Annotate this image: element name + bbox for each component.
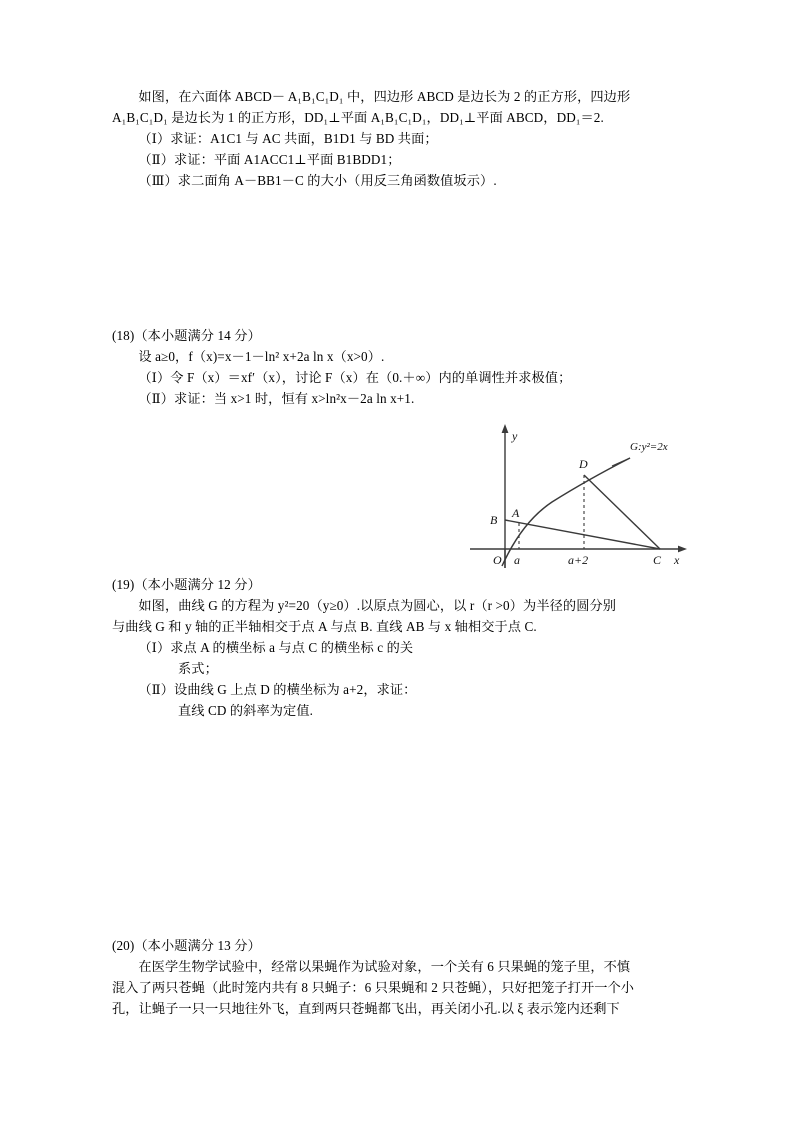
problem-19-item-2: （Ⅱ）设曲线 G 上点 D 的横坐标为 a+2，求证：	[138, 682, 417, 697]
problem-20-body-line-2: 混入了两只苍蝇（此时笼内共有 8 只蝇子：6 只果蝇和 2 只苍蝇），只好把笼子打开一个小	[112, 980, 635, 995]
problem-19-item-1: （Ⅰ）求点 A 的横坐标 a 与点 C 的横坐标 c 的关	[138, 640, 414, 655]
problem-19-body-line-2: 与曲线 G 和 y 轴的正半轴相交于点 A 与点 B. 直线 AB 与 x 轴相交于点 C.	[112, 619, 537, 634]
problem-18-body: 设 a≥0，f（x)=x－1－ln² x+2a ln x（x>0）.	[138, 349, 385, 364]
problem-20-body-line-3: 孔，让蝇子一只一只地往外飞，直到两只苍蝇都飞出，再关闭小孔.以 ξ 表示笼内还剩下	[112, 1001, 620, 1016]
label-origin: O	[493, 553, 502, 567]
y-axis-arrow	[502, 424, 509, 433]
problem-18-block	[112, 325, 684, 409]
problem-20-block	[112, 935, 684, 1019]
problem-17-item-2: （Ⅱ）求证：平面 A1ACC1⊥平面 B1BDD1；	[138, 152, 401, 167]
curve-label: G:y²=2x	[630, 441, 668, 453]
x-axis-label: x	[674, 553, 680, 567]
y-axis-label: y	[512, 429, 518, 443]
label-D: D	[579, 457, 588, 471]
segment-DC	[584, 475, 660, 549]
problem-18-item-2: （Ⅱ）求证：当 x>1 时，恒有 x>ln²x－2a ln x+1.	[138, 391, 415, 406]
problem-19-item-2-cont: 直线 CD 的斜率为定值.	[178, 703, 314, 718]
problem-19-body-line-1: 如图，曲线 G 的方程为 y²=20（y≥0）.以原点为圆心，以 r（r >0）为半径的圆分别	[138, 598, 617, 613]
problem-17-item-3: （Ⅲ）求二面角 A－BB1－C 的大小（用反三角函数值坂示）.	[138, 173, 497, 188]
label-B: B	[490, 513, 498, 527]
problem-17-body-line-1: 如图，在六面体 ABCD－ A₁B₁C₁D₁ 中，四边形 ABCD 是边长为 2 的正方形，四边形	[138, 89, 631, 104]
x-axis-arrow	[678, 546, 687, 553]
label-a-plus-2: a+2	[568, 553, 589, 567]
curve-label-leader	[612, 458, 630, 466]
problem-19-heading: (19)（本小题满分 12 分）	[112, 577, 261, 592]
label-C: C	[653, 553, 662, 567]
parabola-curve	[502, 458, 630, 566]
parabola-diagram	[462, 418, 694, 576]
chord-BC	[505, 520, 660, 549]
problem-18-item-1: （Ⅰ）令 F（x）＝xf′（x），讨论 F（x）在（0.＋∞）内的单调性并求极值；	[138, 370, 572, 385]
label-A: A	[512, 506, 520, 520]
problem-17-item-1: （Ⅰ）求证：A1C1 与 AC 共面，B1D1 与 BD 共面；	[138, 131, 438, 146]
problem-17-block	[112, 86, 684, 191]
problem-20-heading: (20)（本小题满分 13 分）	[112, 938, 261, 953]
problem-20-body-line-1: 在医学生物学试验中，经常以果蝇作为试验对象，一个关有 6 只果蝇的笼子里，不慎	[138, 959, 631, 974]
problem-17-body-line-2: A₁B₁C₁D₁ 是边长为 1 的正方形，DD₁⊥平面 A₁B₁C₁D₁，DD₁⊥平面 ABCD，DD₁＝2.	[112, 110, 604, 125]
problem-19-block	[112, 574, 684, 721]
problem-18-heading: (18)（本小题满分 14 分）	[112, 328, 261, 343]
problem-19-item-1-cont: 系式；	[178, 661, 218, 676]
label-a: a	[514, 553, 520, 567]
